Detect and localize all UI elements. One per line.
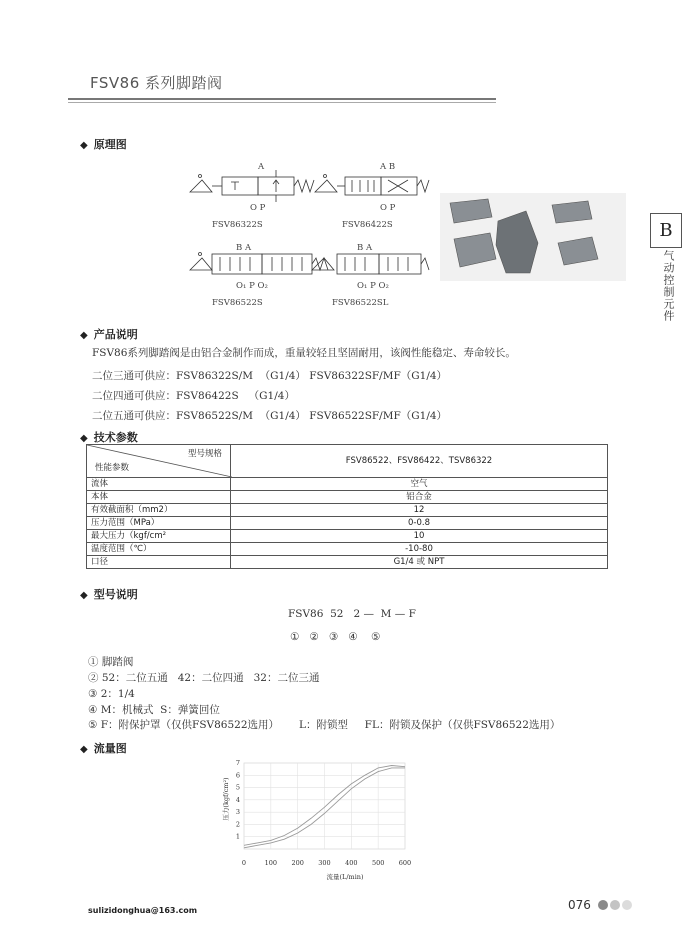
spec-value: 12 [231, 504, 608, 517]
diagram-1-ports-top: A [258, 162, 265, 172]
model-item-1: ① 脚踏阀 [88, 656, 134, 668]
section-tech: ◆ 技术参数 [80, 431, 138, 444]
spec-value: 10 [231, 530, 608, 543]
diamond-icon: ◆ [80, 744, 88, 755]
table-row [87, 504, 608, 517]
flow-chart [200, 755, 430, 885]
model-item-5: ⑤ F：附保护罩（仅供FSV86522选用） L：附锁型 FL：附锁及保护（仅供FSV86522选用） [88, 719, 561, 731]
spec-header-value: FSV86522、FSV86422、TSV86322 [231, 445, 608, 478]
spec-value: 0-0.8 [231, 517, 608, 530]
chart-xtick-label: 0 [241, 859, 247, 867]
diagram-3-ports-top: B A [236, 243, 252, 253]
spec-label: 流体 [87, 478, 231, 491]
chart-xtick-label: 400 [345, 859, 358, 867]
page-dot-icon [610, 900, 620, 910]
page-title: FSV86 系列脚踏阀 [90, 74, 223, 92]
principle-diagrams [180, 162, 430, 312]
spec-label: 有效截面积（mm2） [87, 504, 231, 517]
diamond-icon: ◆ [80, 590, 88, 601]
chart-ytick-label: 4 [235, 795, 240, 804]
spec-label: 口径 [87, 556, 231, 569]
chart-xtick-label: 500 [371, 859, 385, 867]
table-row [87, 530, 608, 543]
page-dot-icon [622, 900, 632, 910]
diagram-3-caption: FSV86522S [212, 298, 263, 308]
diagram-1-caption: FSV86322S [212, 220, 263, 230]
spec-value: 铝合金 [231, 491, 608, 504]
footer-email[interactable]: sulizidonghua@163.com [88, 906, 198, 915]
foot-pedal-symbol [190, 180, 212, 192]
model-code-numbers: ① ② ③ ④ ⑤ [290, 631, 381, 643]
spec-header-model: 型号规格 [187, 449, 222, 459]
side-tab-label: 气动控制元件 [662, 250, 675, 322]
model-item-2: ② 52：二位五通 42：二位四通 32：二位三通 [88, 672, 320, 684]
spec-label: 最大压力（kgf/cm² [87, 530, 231, 543]
diagram-2-caption: FSV86422S [342, 220, 393, 230]
chart-xtick-label: 200 [291, 859, 304, 867]
diamond-icon: ◆ [80, 330, 88, 341]
section-principle: ◆ 原理图 [80, 138, 127, 151]
chart-ytick-label: 1 [235, 832, 240, 841]
page-number: 076 [568, 898, 591, 912]
spec-header-row [87, 445, 608, 478]
diagram-4-ports-bottom: O₁ P O₂ [357, 281, 389, 291]
side-tab-letter[interactable]: B [650, 213, 682, 248]
model-item-4: ④ M：机械式 S：弹簧回位 [88, 704, 220, 716]
chart-ytick-label: 5 [235, 783, 240, 792]
spec-label: 本体 [87, 491, 231, 504]
diamond-icon: ◆ [80, 140, 88, 151]
diagram-2-ports-bottom: O P [380, 203, 396, 213]
section-model: ◆ 型号说明 [80, 588, 138, 601]
spec-value: 空气 [231, 478, 608, 491]
spec-value: -10-80 [231, 543, 608, 556]
chart-xtick-label: 100 [264, 859, 278, 867]
chart-ytick-label: 2 [235, 820, 240, 829]
diagram-4-caption: FSV86522SL [332, 298, 389, 308]
spec-table [86, 444, 608, 569]
spec-value: G1/4 或 NPT [231, 556, 608, 569]
section-product: ◆ 产品说明 [80, 328, 138, 341]
chart-ytick-label: 3 [235, 808, 240, 817]
model-item-3: ③ 2：1/4 [88, 688, 135, 700]
diagram-4-ports-top: B A [357, 243, 373, 253]
product-line-1: 二位三通可供应：FSV86322S/M （G1/4） FSV86322SF/MF（G1/4） [92, 370, 448, 382]
header-rule [68, 98, 496, 100]
product-line-2: 二位四通可供应：FSV86422S （G1/4） [92, 390, 295, 402]
chart-xtick-label: 600 [398, 859, 412, 867]
chart-xtick-label: 300 [318, 859, 331, 867]
table-row [87, 491, 608, 504]
chart-grid [244, 763, 405, 849]
spec-label: 压力范围（MPa） [87, 517, 231, 530]
chart-xlabel: 流量(L/min) [326, 873, 364, 881]
product-description: FSV86系列脚踏阀是由铝合金制作而成，重量较轻且坚固耐用，该阀性能稳定、寿命较长。 [92, 347, 516, 359]
chart-ytick-label: 6 [235, 771, 240, 780]
product-photo [440, 193, 626, 281]
page-dot-icon [598, 900, 608, 910]
spec-label: 温度范围（℃） [87, 543, 231, 556]
spec-header-perf: 性能参数 [95, 463, 130, 473]
section-flow: ◆ 流量图 [80, 742, 127, 755]
table-row [87, 556, 608, 569]
chart-ytick-label: 7 [235, 759, 240, 767]
chart-ylabel: 压力(kgf/cm²) [222, 777, 230, 821]
spec-corner-cell [87, 445, 231, 478]
table-row [87, 478, 608, 491]
diagram-1-ports-bottom: O P [250, 203, 266, 213]
diagram-3-ports-bottom: O₁ P O₂ [236, 281, 268, 291]
model-code: FSV86 52 2 — M — F [288, 608, 416, 620]
diamond-icon: ◆ [80, 433, 88, 444]
header-rule-thin [68, 102, 496, 103]
table-row [87, 543, 608, 556]
product-line-3: 二位五通可供应：FSV86522S/M （G1/4） FSV86522SF/MF（G1/4） [92, 410, 448, 422]
table-row [87, 517, 608, 530]
diagram-2-ports-top: A B [380, 162, 396, 172]
